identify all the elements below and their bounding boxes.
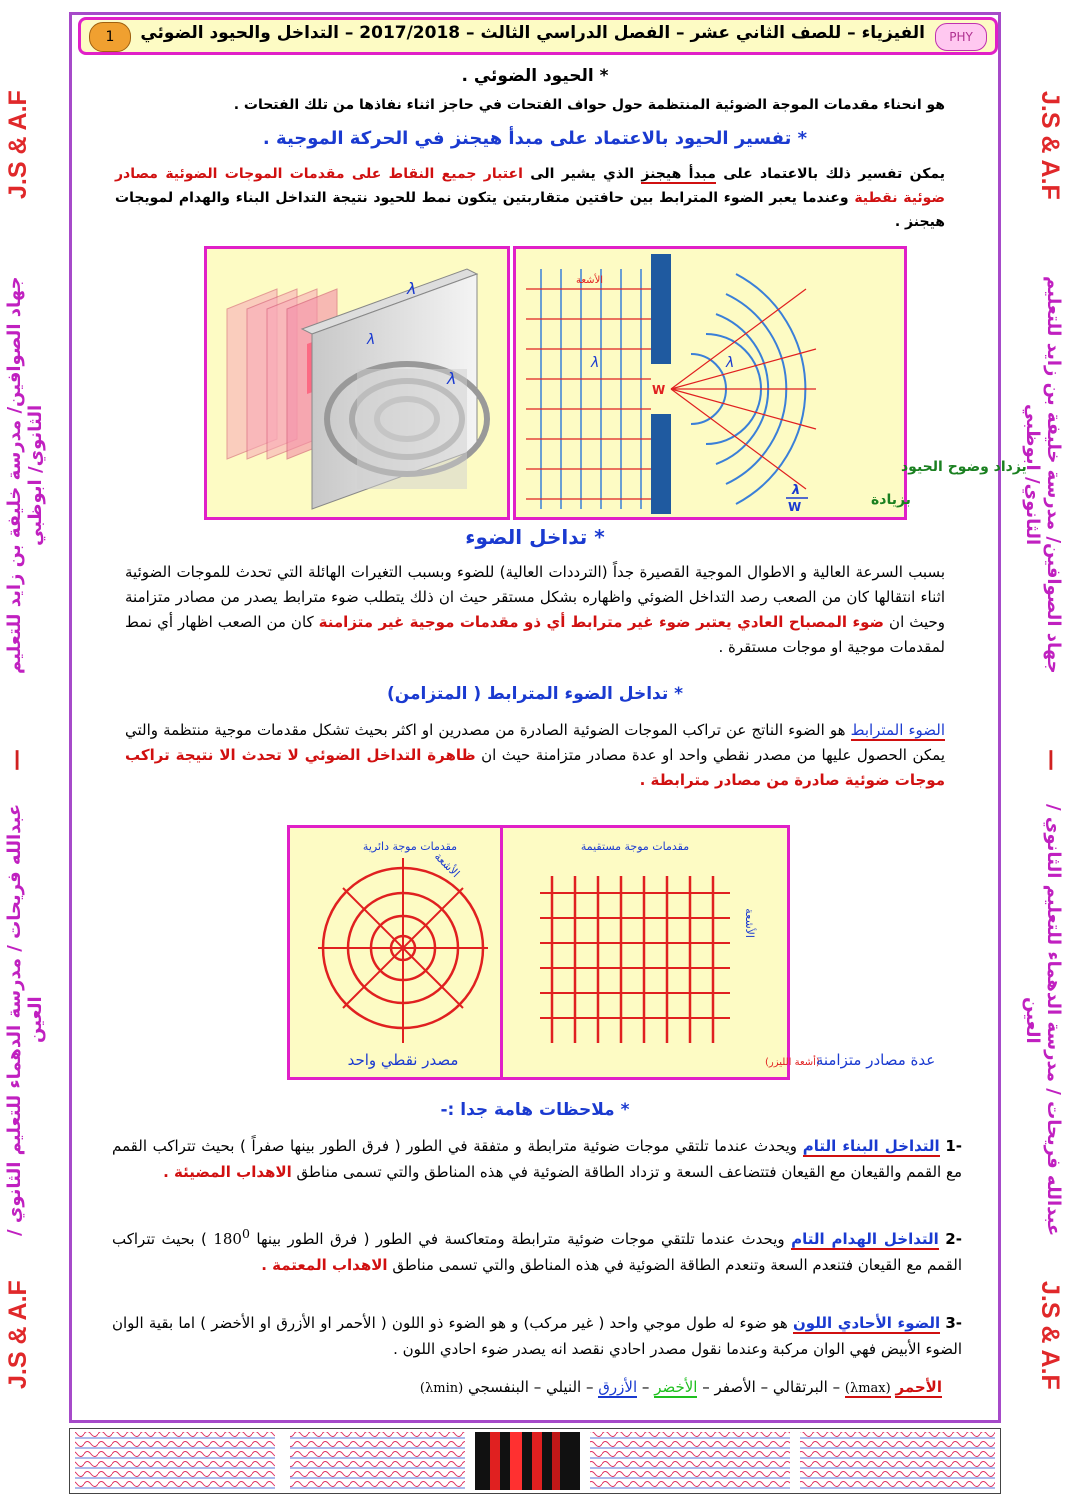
figure-3d-diffraction — [204, 246, 510, 520]
lambda-label-2: λ — [367, 332, 376, 348]
interference-paragraph: بسبب السرعة العالية و الاطوال الموجية القصيرة جداً (الترددات العالية) للضوء وبسبب التغيرات الهائلة التي تحدث للموجات الضوئية اثناء انتقالها كان من الصعب رصد التداخل الضوئي واظهاره بشكل مستقر حيث ان ذلك يتطلب ضوء مترابط يصدر من مصادر متزامنة وحيث ان ضوء المصباح العادي يعتبر ضوء غير مترابط أي ذو مقدمات موجية غير متزامنة كان من الصعب اظهار أي نمط لمقدمات موجية او موجات مستقرة . — [125, 563, 945, 656]
lambda-label-3: λ — [447, 369, 457, 388]
color-red: الأحمر — [895, 1378, 942, 1396]
wavefront-diagrams — [290, 828, 936, 1077]
plane-wavefront-label: مقدمات موجة مستقيمة — [580, 840, 690, 853]
coherent-sources-caption: عدة مصادر متزامنة(أشعة الليزر) — [765, 1051, 936, 1069]
barrier-bottom — [651, 414, 671, 514]
right-rays-label: الأشعة — [743, 908, 756, 938]
huygens-term: مبدأ هيجنز — [641, 166, 716, 182]
left-credit: جهاد الصوافين/ مدرسة خليفة بن زايد للتعليم الثانوي/ ابوظبي — [4, 276, 46, 674]
color-yellow: الأصفر — [714, 1378, 756, 1396]
color-indigo: النيلي — [545, 1378, 582, 1396]
left-sidebar — [4, 60, 64, 1420]
right-credit-2: عبدالله فريحات / مدرسة الدهماء للتعليم الثانوي / العين — [1022, 803, 1064, 1237]
left-initials-top: J.S & A.F — [4, 1280, 32, 1390]
color-blue: الأزرق — [598, 1378, 638, 1396]
left-rays-label: الأشعة — [431, 849, 463, 881]
page-number: 1 — [89, 22, 131, 52]
notes-heading: * ملاحظات هامة جدا :- — [440, 1100, 630, 1120]
phy-badge: PHY — [935, 23, 987, 51]
diffraction-3d-illustration — [207, 249, 507, 517]
note-monochromatic: -3 الضوء الأحادي اللون هو ضوء له طول موجي واحد ( غير مركب) و هو الضوء ذو اللون ( الأحمر او الأزرق او الأخضر ) اما بقية الوان الضوء الأبيض فهي الوان مركبة وعندما نقول مصدر احادي نقصد انه يصدر ضوء احادي اللون . — [112, 1314, 962, 1358]
figure-wavefronts — [287, 825, 936, 1080]
huygens-paragraph: يمكن تفسير ذلك بالاعتماد على مبدأ هيجنز الذي يشير الى اعتبار جميع النقاط على مقدمات الموجات الضوئية مصادر ضوئية نقطية وعندما يعبر الضوء المترابط بين حافتين متقاربتين يتكون نمط للحيود نتيجة التداخل البناء والهدام لمويجات هيجنز . — [115, 166, 945, 230]
diffraction-heading: * الحيود الضوئي . — [461, 66, 609, 86]
fig1-lambda-left: λ — [591, 355, 600, 371]
coherent-term: الضوء المترابط — [850, 721, 945, 739]
radial-rays — [318, 858, 488, 1043]
color-violet: البنفسجي — [467, 1378, 529, 1396]
footer-decoration — [70, 1429, 1000, 1493]
note-constructive: -1 التداخل البناء التام ويحدث عندما تلتقي موجات ضوئية مترابطة و متفقة في الطور ( فرق الطور بينها صفراً ) بحيث تتراكب القمم مع القمم والقيعان مع القيعان فتتضاعف السعة و تزداد الطاقة الضوئية في هذه المناطق والتي تسمى مناطق الاهداب المضيئة . — [112, 1137, 962, 1181]
incident-rays — [526, 289, 651, 499]
diffraction-definition: هو انحناء مقدمات الموجة الضوئية المنتظمة حول حواف الفتحات في حاجز اثناء نفاذها من تلك الفتحات . — [233, 97, 945, 113]
left-credit-2: عبدالله فريحات / مدرسة الدهماء للتعليم الثانوي / العين — [4, 803, 46, 1237]
diffracted-rays — [671, 289, 816, 489]
right-credit: جهاد الصوافين/ مدرسة خليفة بن زايد للتعليم الثانوي/ ابوظبي — [1022, 276, 1064, 674]
huygens-heading: * تفسير الحيود بالاعتماد على مبدأ هيجنز في الحركة الموجية . — [262, 128, 808, 149]
slit-width-label: W — [652, 383, 666, 397]
coherent-paragraph: الضوء المترابط هو الضوء الناتج عن تراكب الموجات الضوئية الصادرة من مصدرين او اكثر بحيث تشكل مقدمات موجية منتظمة والتي يمكن الحصول عليها من مصدر نقطي واحد او عدة مصادر متزامنة حيث ان ظاهرة التداخل الضوئي لا تحدث الا نتيجة تراكب موجات ضوئية صادرة من مصادر مترابطة . — [125, 721, 945, 789]
footer-pattern-strip — [69, 1428, 1001, 1494]
spectrum-row: الأحمر (λmax) – البرتقالي – الأصفر – الأخضر – الأزرق – النيلي – البنفسجي (λmin) — [419, 1378, 942, 1396]
fig1-lambda-right: λ — [726, 355, 735, 371]
slit-diffraction-diagram — [516, 249, 1027, 517]
point-source-caption: مصدر نقطي واحد — [347, 1051, 459, 1069]
destructive-term: التداخل الهدام التام — [791, 1230, 939, 1248]
right-dash: — — [1039, 749, 1064, 771]
coherent-heading: * تداخل الضوء المترابط ( المتزامن) — [386, 684, 684, 704]
barrier-top — [651, 254, 671, 364]
diffraction-caption-2: بزيادة — [871, 492, 911, 508]
lambda-label-1: λ — [407, 279, 417, 298]
constructive-term: التداخل البناء التام — [802, 1137, 940, 1155]
left-dash: — — [4, 749, 29, 771]
right-sidebar — [1004, 60, 1064, 1420]
note-destructive: -2 التداخل الهدام التام ويحدث عندما تلتقي موجات ضوئية مترابطة ومتعاكسة في الطور ( فرق الطور بينها $180^0$ ) بحيث تتراكب القمم مع القيعان فتنعدم السعة وتنعدم الطاقة الضوئية في هذه المناطق والتي تسمى مناطق الاهداب المعتمة . — [112, 1226, 962, 1274]
diffraction-caption-1: يزداد وضوح الحيود — [901, 459, 1027, 475]
interference-heading: * تداخل الضوء — [465, 525, 605, 549]
ratio-denominator: W — [788, 500, 802, 514]
rays-label: الأشعة — [576, 275, 604, 286]
circular-wavefront-label: مقدمات موجة دائرية — [362, 840, 458, 853]
right-initials-top: J.S & A.F — [1036, 90, 1064, 200]
right-initials-bottom: J.S & A.F — [1036, 1280, 1064, 1390]
monochromatic-term: الضوء الأحادي اللون — [793, 1314, 941, 1332]
page-title: الفيزياء – للصف الثاني عشر – الفصل الدراسي الثالث – 2017/2018 – التداخل والحيود الضوئي — [140, 23, 925, 43]
color-green: الأخضر — [654, 1378, 698, 1396]
plane-wavefronts — [541, 269, 641, 509]
color-orange: البرتقالي — [772, 1378, 828, 1396]
ratio-numerator: λ — [792, 483, 801, 498]
page-header — [78, 17, 998, 55]
left-initials-bottom: J.S & A.F — [4, 90, 32, 200]
parallel-rays — [540, 893, 730, 1018]
figure-slit-diffraction — [513, 246, 1027, 520]
